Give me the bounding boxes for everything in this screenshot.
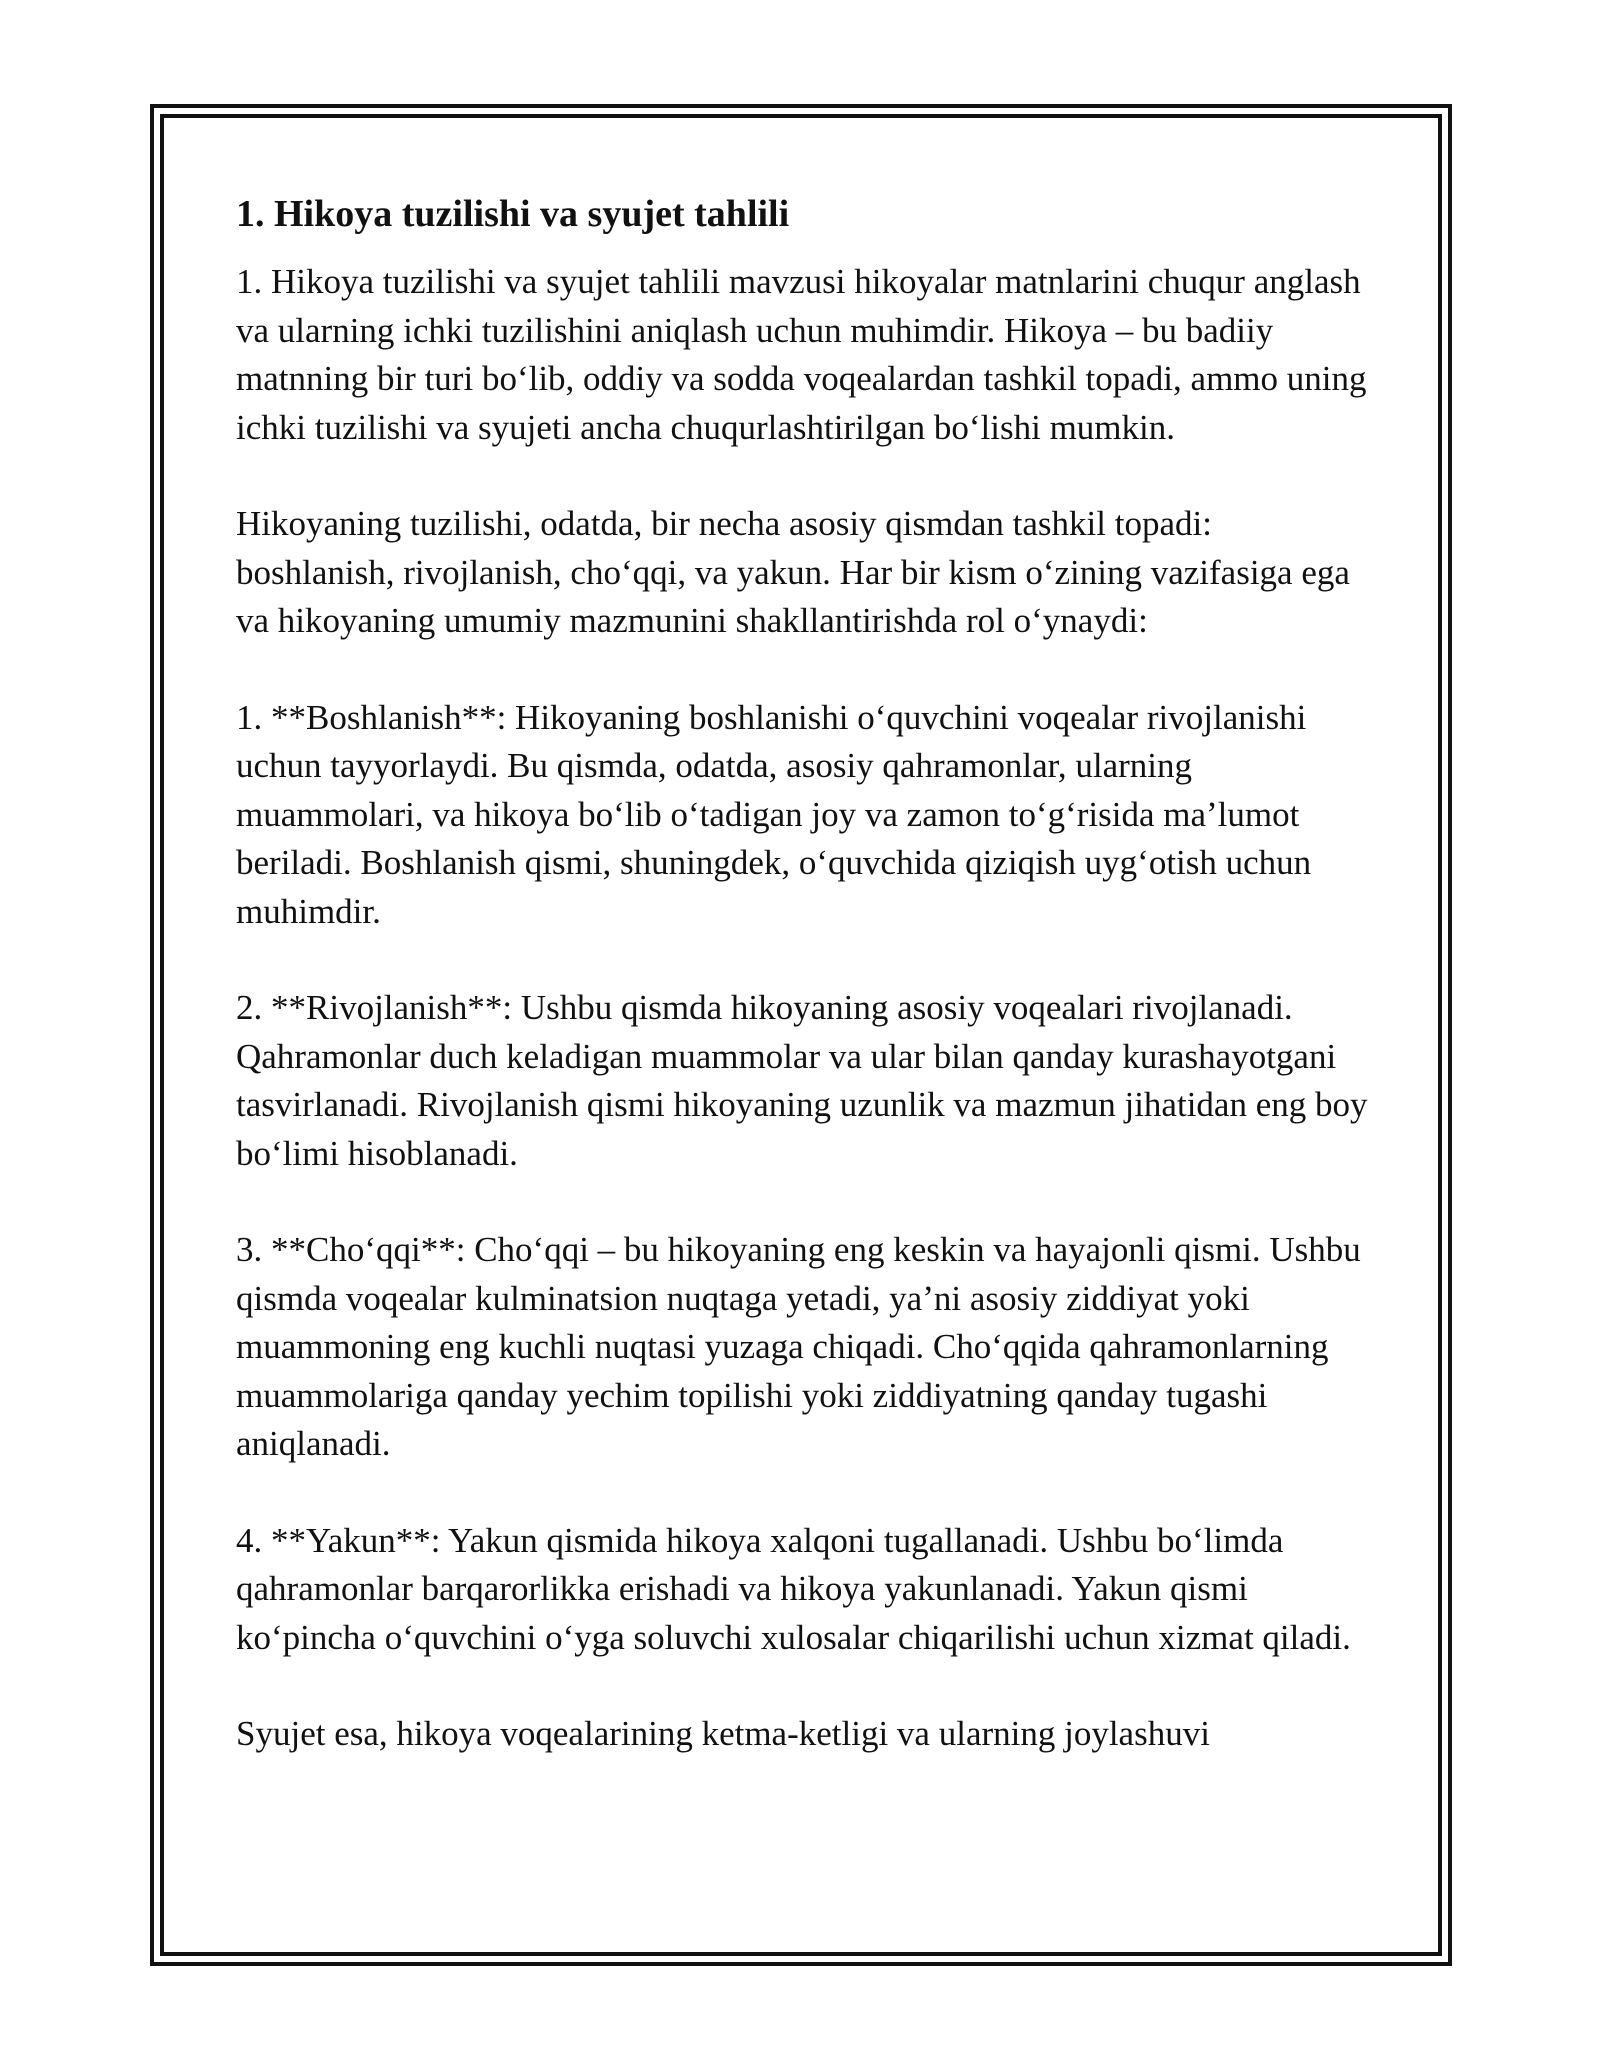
document-body [236, 188, 1376, 1759]
paragraph-intro: 1. Hikoya tuzilishi va syujet tahlili mavzusi hikoyalar matnlarini chuqur anglash va ularning ichki tuzilishini aniqlash uchun muhimdir. Hikoya – bu badiiy matnning bir turi boʻlib, oddiy va sodda voqealardan tashkil topadi, ammo uning ichki tuzilishi va syujeti ancha chuqurlashtirilgan boʻlishi mumkin. [236, 262, 1367, 447]
section-heading: 1. Hikoya tuzilishi va syujet tahlili [236, 193, 790, 235]
paragraph-syujet: Syujet esa, hikoya voqealarining ketma-ketligi va ularning joylashuvi [236, 1714, 1210, 1753]
paragraph-boshlanish: 1. **Boshlanish**: Hikoyaning boshlanishi oʻquvchini voqealar rivojlanishi uchun tayyorlaydi. Bu qismda, odatda, asosiy qahramonlar, ularning muammolari, va hikoya boʻlib oʻtadigan joy va zamon toʻgʻrisida maʼlumot beriladi. Boshlanish qismi, shuningdek, oʻquvchida qiziqish uygʻotish uchun muhimdir. [236, 697, 1312, 931]
paragraph-rivojlanish: 2. **Rivojlanish**: Ushbu qismda hikoyaning asosiy voqealari rivojlanadi. Qahramonlar duch keladigan muammolar va ular bilan qanday kurashayotgani tasvirlanadi. Rivojlanish qismi hikoyaning uzunlik va mazmun jihatidan eng boy boʻlimi hisoblanadi. [236, 988, 1368, 1173]
paragraph-yakun: 4. **Yakun**: Yakun qismida hikoya xalqoni tugallanadi. Ushbu boʻlimda qahramonlar barqarorlikka erishadi va hikoya yakunlanadi. Yakun qismi koʻpincha oʻquvchini oʻyga soluvchi xulosalar chiqarilishi uchun xizmat qiladi. [236, 1520, 1351, 1657]
paragraph-choqqi: 3. **Choʻqqi**: Choʻqqi – bu hikoyaning eng keskin va hayajonli qismi. Ushbu qismda voqealar kulminatsion nuqtaga yetadi, yaʼni asosiy ziddiyat yoki muammoning eng kuchli nuqtasi yuzaga chiqadi. Choʻqqida qahramonlarning muammolariga qanday yechim topilishi yoki ziddiyatning qanday tugashi aniqlanadi. [236, 1230, 1361, 1463]
paragraph-structure: Hikoyaning tuzilishi, odatda, bir necha asosiy qismdan tashkil topadi: boshlanish, rivojlanish, choʻqqi, va yakun. Har bir kism oʻzining vazifasiga ega va hikoyaning umumiy mazmunini shakllantirishda rol oʻynaydi: [236, 504, 1350, 640]
